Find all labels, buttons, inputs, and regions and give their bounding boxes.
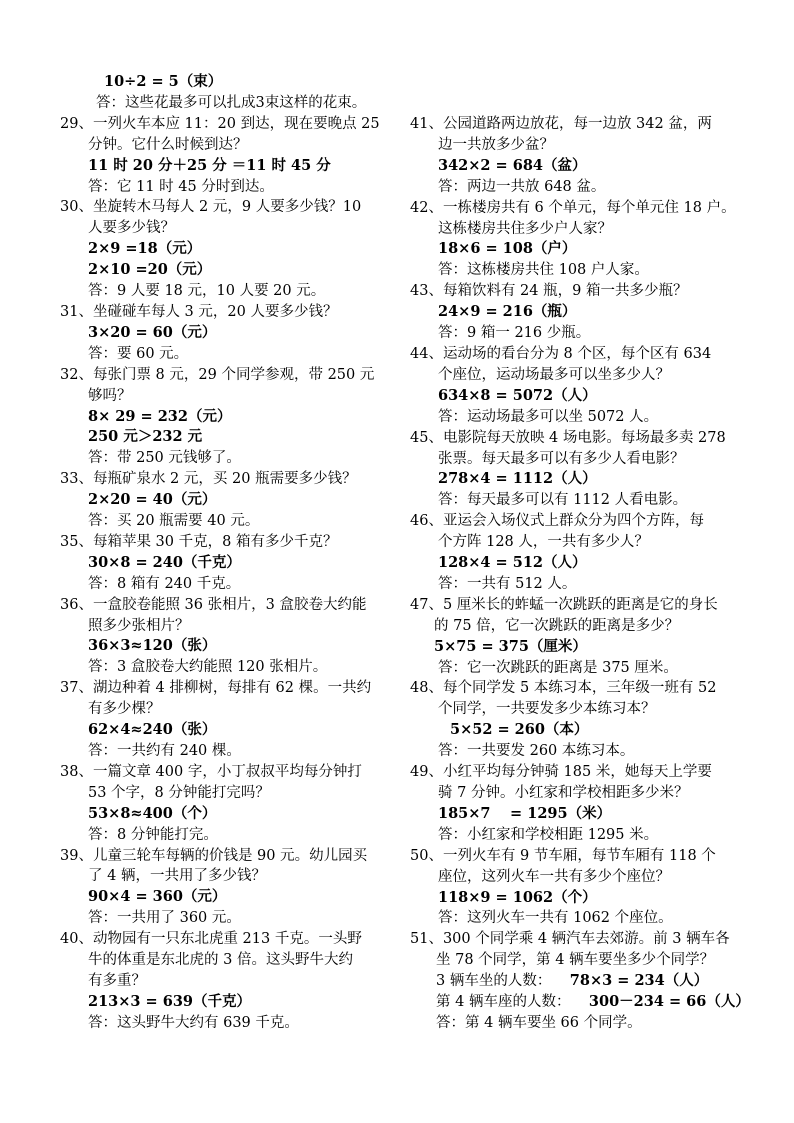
question-text: 53 个字，8 分钟能打完吗？ <box>88 784 270 801</box>
calculation: 3×20 = 60（元） <box>88 323 217 341</box>
question-text: 湖边种着 4 排柳树，每排有 62 棵。一共约 <box>92 680 372 697</box>
question-text: 一列火车有 9 节车厢，每节车厢有 118 个 <box>442 847 716 864</box>
left-column <box>60 72 390 1034</box>
step-line <box>410 992 750 1013</box>
problem-36 <box>60 595 390 679</box>
problem-31 <box>60 302 390 365</box>
calculation: 128×4 = 512（人） <box>438 554 587 572</box>
calculation: 30×8 = 240（千克） <box>88 553 241 571</box>
calculation: 278×4 = 1112（人） <box>438 470 597 488</box>
question-text: 300 个同学乘 4 辆汽车去郊游。前 3 辆车各 <box>442 931 730 948</box>
problem-number: 37、 <box>60 680 93 697</box>
question-text: 座位，这列火车一共有多少个座位？ <box>438 868 670 885</box>
problem-45 <box>410 428 745 512</box>
question-text: 一栋楼房共有 6 个单元，每个单元住 18 户。 <box>442 199 736 216</box>
answer: 答：一共用了 360 元。 <box>88 910 241 927</box>
calculation: 2×20 = 40（元） <box>88 491 217 509</box>
calculation: 36×3≈120（张） <box>88 637 217 655</box>
problem-carry <box>60 72 390 114</box>
question-text: 坐碰碰车每人 3 元，20 人要多少钱？ <box>92 303 338 320</box>
step-label: 第 4 辆车座的人数： <box>436 994 571 1011</box>
question-text: 小红平均每分钟骑 185 米，她每天上学要 <box>442 764 712 781</box>
problem-46 <box>410 511 745 595</box>
problem-41 <box>410 114 745 198</box>
calculation: 78×3 = 234（人） <box>569 972 709 990</box>
question-text: 边一共放多少盆？ <box>438 136 554 153</box>
question-text: 了 4 辆，一共用了多少钱？ <box>88 868 266 885</box>
calculation: 62×4≈240（张） <box>88 721 217 739</box>
problem-number: 32、 <box>60 366 93 383</box>
answer: 答：一共要发 260 本练习本。 <box>438 743 635 760</box>
question-text: 电影院每天放映 4 场电影。每场最多卖 278 <box>442 429 726 446</box>
problem-number: 31、 <box>60 303 93 320</box>
problem-number: 47、 <box>410 596 443 613</box>
question-text: 每个同学发 5 本练习本，三年级一班有 52 <box>442 680 717 697</box>
answer: 答：买 20 瓶需要 40 元。 <box>88 513 260 530</box>
question-text: 5 厘米长的蚱蜢一次跳跃的距离是它的身长 <box>442 596 718 613</box>
calculation: 18×6 = 108（户） <box>438 240 577 258</box>
step-label: 3 辆车坐的人数： <box>436 973 552 990</box>
calculation: 90×4 = 360（元） <box>88 888 227 906</box>
answer: 答：运动场最多可以坐 5072 人。 <box>438 408 659 425</box>
problem-number: 30、 <box>60 199 93 216</box>
answer: 答：这栋楼房共住 108 户人家。 <box>438 262 649 279</box>
answer: 答：带 250 元钱够了。 <box>88 450 241 467</box>
problem-33 <box>60 469 390 532</box>
question-text: 一篇文章 400 字，小丁叔叔平均每分钟打 <box>92 763 362 780</box>
question-text: 够吗？ <box>88 387 132 404</box>
answer: 答：一共约有 240 棵。 <box>88 743 241 759</box>
question-text: 这栋楼房共住多少户人家？ <box>438 220 612 237</box>
calculation: 300－234 = 66（人） <box>588 993 750 1011</box>
calculation: 250 元＞232 元 <box>88 428 203 446</box>
problem-number: 42、 <box>410 199 443 216</box>
question-text: 坐 78 个同学，第 4 辆车要坐多少个同学？ <box>436 952 715 969</box>
problem-number: 41、 <box>410 116 443 132</box>
answer: 答：这些花最多可以扎成3束这样的花束。 <box>96 94 367 111</box>
problem-number: 38、 <box>60 763 93 780</box>
problem-number: 33、 <box>60 471 93 488</box>
problem-number: 44、 <box>410 345 443 362</box>
problem-number: 43、 <box>410 283 443 300</box>
problem-number: 39、 <box>60 847 93 864</box>
calculation: 118×9 = 1062（个） <box>438 888 597 906</box>
answer: 答：这列火车一共有 1062 个座位。 <box>438 910 673 927</box>
step-line <box>410 971 745 992</box>
question-text: 个座位，运动场最多可以坐多少人？ <box>438 366 670 383</box>
calculation: 24×9 = 216（瓶） <box>438 303 577 321</box>
calculation: 10÷2 = 5（束） <box>104 73 223 90</box>
answer: 答：小红家和学校相距 1295 米。 <box>438 826 659 843</box>
answer: 答：第 4 辆车要坐 66 个同学。 <box>436 1014 642 1031</box>
calculation: 53×8≈400（个） <box>88 804 217 822</box>
question-text: 坐旋转木马每人 2 元，9 人要多少钱？10 <box>92 199 362 216</box>
question-text: 运动场的看台分为 8 个区，每个区有 634 <box>442 345 712 362</box>
problem-40 <box>60 929 390 1034</box>
problem-50 <box>410 846 745 930</box>
answer: 答：它 11 时 45 分时到达。 <box>88 178 274 195</box>
question-text: 的 75 倍，它一次跳跃的距离是多少？ <box>434 617 680 634</box>
problem-39 <box>60 846 390 930</box>
calculation: 5×52 = 260（本） <box>450 721 589 739</box>
problem-35 <box>60 532 390 595</box>
answer: 答：它一次跳跃的距离是 375 厘米。 <box>438 659 678 676</box>
calculation: 2×10 =20（元） <box>88 261 212 279</box>
problem-number: 45、 <box>410 429 443 446</box>
problem-38 <box>60 762 390 846</box>
question-text: 分钟。它什么时候到达？ <box>88 136 248 153</box>
question-text: 一列火车本应 11：20 到达，现在要晚点 25 <box>92 115 380 132</box>
question-text: 一盒胶卷能照 36 张相片，3 盒胶卷大约能 <box>92 596 367 613</box>
calculation: 213×3 = 639（千克） <box>88 992 252 1010</box>
question-text: 有多少棵？ <box>88 701 161 718</box>
answer: 答：3 盒胶卷大约能照 120 张相片。 <box>88 659 328 676</box>
question-text: 照多少张相片？ <box>88 617 190 634</box>
problem-49 <box>410 762 745 846</box>
problem-number: 40、 <box>60 931 93 948</box>
calculation: 8× 29 = 232（元） <box>88 407 232 425</box>
problem-47 <box>410 595 745 679</box>
question-text: 每箱苹果 30 千克，8 箱有多少千克？ <box>92 533 338 550</box>
question-text: 每张门票 8 元，29 个同学参观，带 250 元 <box>92 366 375 383</box>
problem-32 <box>60 365 390 470</box>
question-text: 亚运会入场仪式上群众分为四个方阵，每 <box>442 513 704 530</box>
calculation: 2×9 =18（元） <box>88 240 202 258</box>
question-text: 每瓶矿泉水 2 元，买 20 瓶需要多少钱？ <box>92 471 357 488</box>
calculation: 11 时 20 分＋25 分 ＝11 时 45 分 <box>88 156 331 174</box>
answer: 答：8 分钟能打完。 <box>88 826 218 843</box>
problem-number: 49、 <box>410 764 443 781</box>
question-text: 动物园有一只东北虎重 213 千克。一头野 <box>92 931 362 948</box>
answer: 答：两边一共放 648 盆。 <box>438 178 606 195</box>
answer: 答：每天最多可以有 1112 人看电影。 <box>438 492 688 509</box>
problem-37 <box>60 678 390 762</box>
right-column <box>410 114 750 1034</box>
calculation: 5×75 = 375（厘米） <box>434 637 587 655</box>
answer: 答：9 箱一 216 少瓶。 <box>438 325 591 342</box>
problem-29 <box>60 114 390 198</box>
problem-number: 29、 <box>60 115 93 132</box>
question-text: 每箱饮料有 24 瓶，9 箱一共多少瓶？ <box>442 283 688 300</box>
answer: 答：要 60 元。 <box>88 345 189 362</box>
question-text: 个同学，一共要发多少本练习本？ <box>438 701 656 718</box>
problem-48 <box>410 678 745 762</box>
problem-42 <box>410 198 745 282</box>
question-text: 张票。每天最多可以有多少人看电影？ <box>438 450 685 467</box>
problem-number: 36、 <box>60 596 93 613</box>
question-text: 人要多少钱？ <box>88 220 175 237</box>
calculation: 342×2 = 684（盆） <box>438 156 587 174</box>
problem-44 <box>410 344 745 428</box>
answer: 答：9 人要 18 元，10 人要 20 元。 <box>88 283 326 300</box>
calculation: 185×7 = 1295（米） <box>438 804 612 822</box>
answer: 答：一共有 512 人。 <box>438 575 577 592</box>
question-text: 公园道路两边放花，每一边放 342 盆，两 <box>442 116 712 132</box>
question-text: 儿童三轮车每辆的价钱是 90 元。幼儿园买 <box>92 847 368 864</box>
problem-51 <box>410 929 750 1034</box>
question-text: 骑 7 分钟。小红家和学校相距多少米？ <box>438 785 689 801</box>
problem-number: 48、 <box>410 680 443 697</box>
problem-number: 35、 <box>60 533 93 550</box>
answer: 答：8 箱有 240 千克。 <box>88 575 241 592</box>
problem-number: 51、 <box>410 931 443 948</box>
question-text: 个方阵 128 人，一共有多少人？ <box>438 534 649 551</box>
problem-43 <box>410 281 745 344</box>
problem-30 <box>60 197 390 302</box>
calculation: 634×8 = 5072（人） <box>438 386 597 404</box>
answer: 答：这头野牛大约有 639 千克。 <box>88 1014 299 1031</box>
question-text: 有多重？ <box>88 972 146 989</box>
problem-number: 46、 <box>410 513 443 530</box>
problem-number: 50、 <box>410 847 443 864</box>
question-text: 牛的体重是东北虎的 3 倍。这头野牛大约 <box>88 952 353 969</box>
